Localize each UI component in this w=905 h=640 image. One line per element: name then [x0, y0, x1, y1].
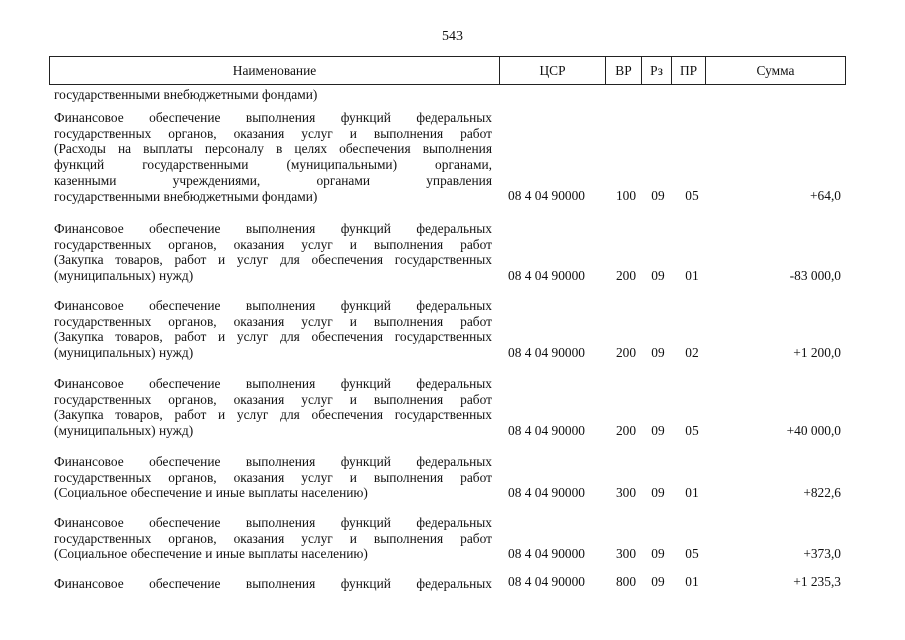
row-name: [54, 87, 492, 103]
cell-pr: 01: [685, 485, 699, 500]
row-name-line: государственными внебюджетными фондами): [54, 188, 318, 204]
row-name-line: государственных органов, оказания услуг и выполнения работ: [54, 313, 492, 329]
continuation-row: [0, 87, 905, 103]
cell-rz: 09: [651, 485, 665, 500]
table-row: [0, 376, 905, 440]
cell-vr: 300: [615, 546, 637, 561]
row-name-line: Финансовое обеспечение выполнения функций федеральных: [54, 298, 492, 313]
cell-vr: 800: [615, 574, 637, 589]
table-header: [49, 56, 846, 85]
cell-rz: 09: [651, 345, 665, 360]
row-name-line: (муниципальных) нужд): [54, 268, 194, 284]
row-name: [54, 515, 492, 562]
row-name-line: (Закупка товаров, работ и услуг для обеспечения государственных: [54, 329, 492, 345]
cell-sum: +64,0: [810, 188, 841, 203]
row-name-line: Финансовое обеспечение выполнения функций федеральных: [54, 515, 492, 530]
table-row: [0, 298, 905, 362]
cell-sum: +1 200,0: [793, 345, 841, 360]
cell-csr: 08 4 04 90000: [508, 268, 585, 283]
cell-vr: 200: [615, 345, 637, 360]
header-pr: ПР: [672, 57, 706, 85]
row-name: [54, 298, 492, 361]
row-name-line: государственных органов, оказания услуг и выполнения работ: [54, 469, 492, 485]
row-name-line: (муниципальных) нужд): [54, 345, 194, 361]
row-name-line: государственных органов, оказания услуг и выполнения работ: [54, 236, 492, 252]
row-name-line: Финансовое обеспечение выполнения функций федеральных: [54, 376, 492, 391]
header-vr: ВР: [606, 57, 642, 85]
cell-csr: 08 4 04 90000: [508, 345, 585, 360]
row-name: [54, 454, 492, 501]
row-name: [54, 221, 492, 284]
row-name-line: (Расходы на выплаты персоналу в целях обеспечения выполнения: [54, 141, 492, 157]
row-name-line: (Закупка товаров, работ и услуг для обеспечения государственных: [54, 407, 492, 423]
header-name: Наименование: [50, 57, 500, 85]
row-name-line: государственных органов, оказания услуг и выполнения работ: [54, 530, 492, 546]
cell-csr: 08 4 04 90000: [508, 423, 585, 438]
table-row: [0, 110, 905, 206]
header-sum: Сумма: [706, 57, 846, 85]
cell-pr: 05: [685, 423, 699, 438]
cell-vr: 200: [615, 423, 637, 438]
row-name-line: (Закупка товаров, работ и услуг для обеспечения государственных: [54, 252, 492, 268]
cell-vr: 100: [615, 188, 637, 203]
cell-sum: +40 000,0: [786, 423, 841, 438]
cell-csr: 08 4 04 90000: [508, 188, 585, 203]
cell-vr: 200: [615, 268, 637, 283]
cell-sum: +373,0: [803, 546, 841, 561]
row-name: [54, 110, 492, 204]
cell-rz: 09: [651, 188, 665, 203]
cell-rz: 09: [651, 423, 665, 438]
row-name-line: государственных органов, оказания услуг и выполнения работ: [54, 125, 492, 141]
table-row: [0, 576, 905, 592]
cell-pr: 05: [685, 188, 699, 203]
cell-pr: 01: [685, 268, 699, 283]
row-name: [54, 376, 492, 439]
row-name-line: (Социальное обеспечение и иные выплаты населению): [54, 546, 368, 562]
cell-pr: 05: [685, 546, 699, 561]
table-row: [0, 221, 905, 285]
row-name: [54, 576, 492, 592]
cell-rz: 09: [651, 268, 665, 283]
table-body: [0, 87, 905, 591]
cell-csr: 08 4 04 90000: [508, 485, 585, 500]
row-name-line: казенными учреждениями, органами управления: [54, 172, 492, 188]
cell-pr: 02: [685, 345, 699, 360]
cell-rz: 09: [651, 574, 665, 589]
row-name-line: государственными внебюджетными фондами): [54, 87, 318, 102]
row-name-line: (Социальное обеспечение и иные выплаты населению): [54, 485, 368, 501]
table-row: [0, 454, 905, 502]
row-name-line: (муниципальных) нужд): [54, 423, 194, 439]
cell-vr: 300: [615, 485, 637, 500]
row-name-line: Финансовое обеспечение выполнения функций федеральных: [54, 454, 492, 469]
row-name-line: функций государственными (муниципальными) органами,: [54, 157, 492, 173]
cell-sum: +1 235,3: [793, 574, 841, 589]
header-rz: Рз: [642, 57, 672, 85]
cell-csr: 08 4 04 90000: [508, 546, 585, 561]
cell-csr: 08 4 04 90000: [508, 574, 585, 589]
cell-rz: 09: [651, 546, 665, 561]
row-name-line: Финансовое обеспечение выполнения функций федеральных: [54, 576, 492, 591]
page-number: 543: [442, 29, 463, 44]
row-name-line: государственных органов, оказания услуг и выполнения работ: [54, 391, 492, 407]
cell-pr: 01: [685, 574, 699, 589]
row-name-line: Финансовое обеспечение выполнения функций федеральных: [54, 221, 492, 236]
header-csr: ЦСР: [500, 57, 606, 85]
cell-sum: +822,6: [803, 485, 841, 500]
table-row: [0, 515, 905, 563]
cell-sum: -83 000,0: [789, 268, 841, 283]
row-name-line: Финансовое обеспечение выполнения функций федеральных: [54, 110, 492, 125]
